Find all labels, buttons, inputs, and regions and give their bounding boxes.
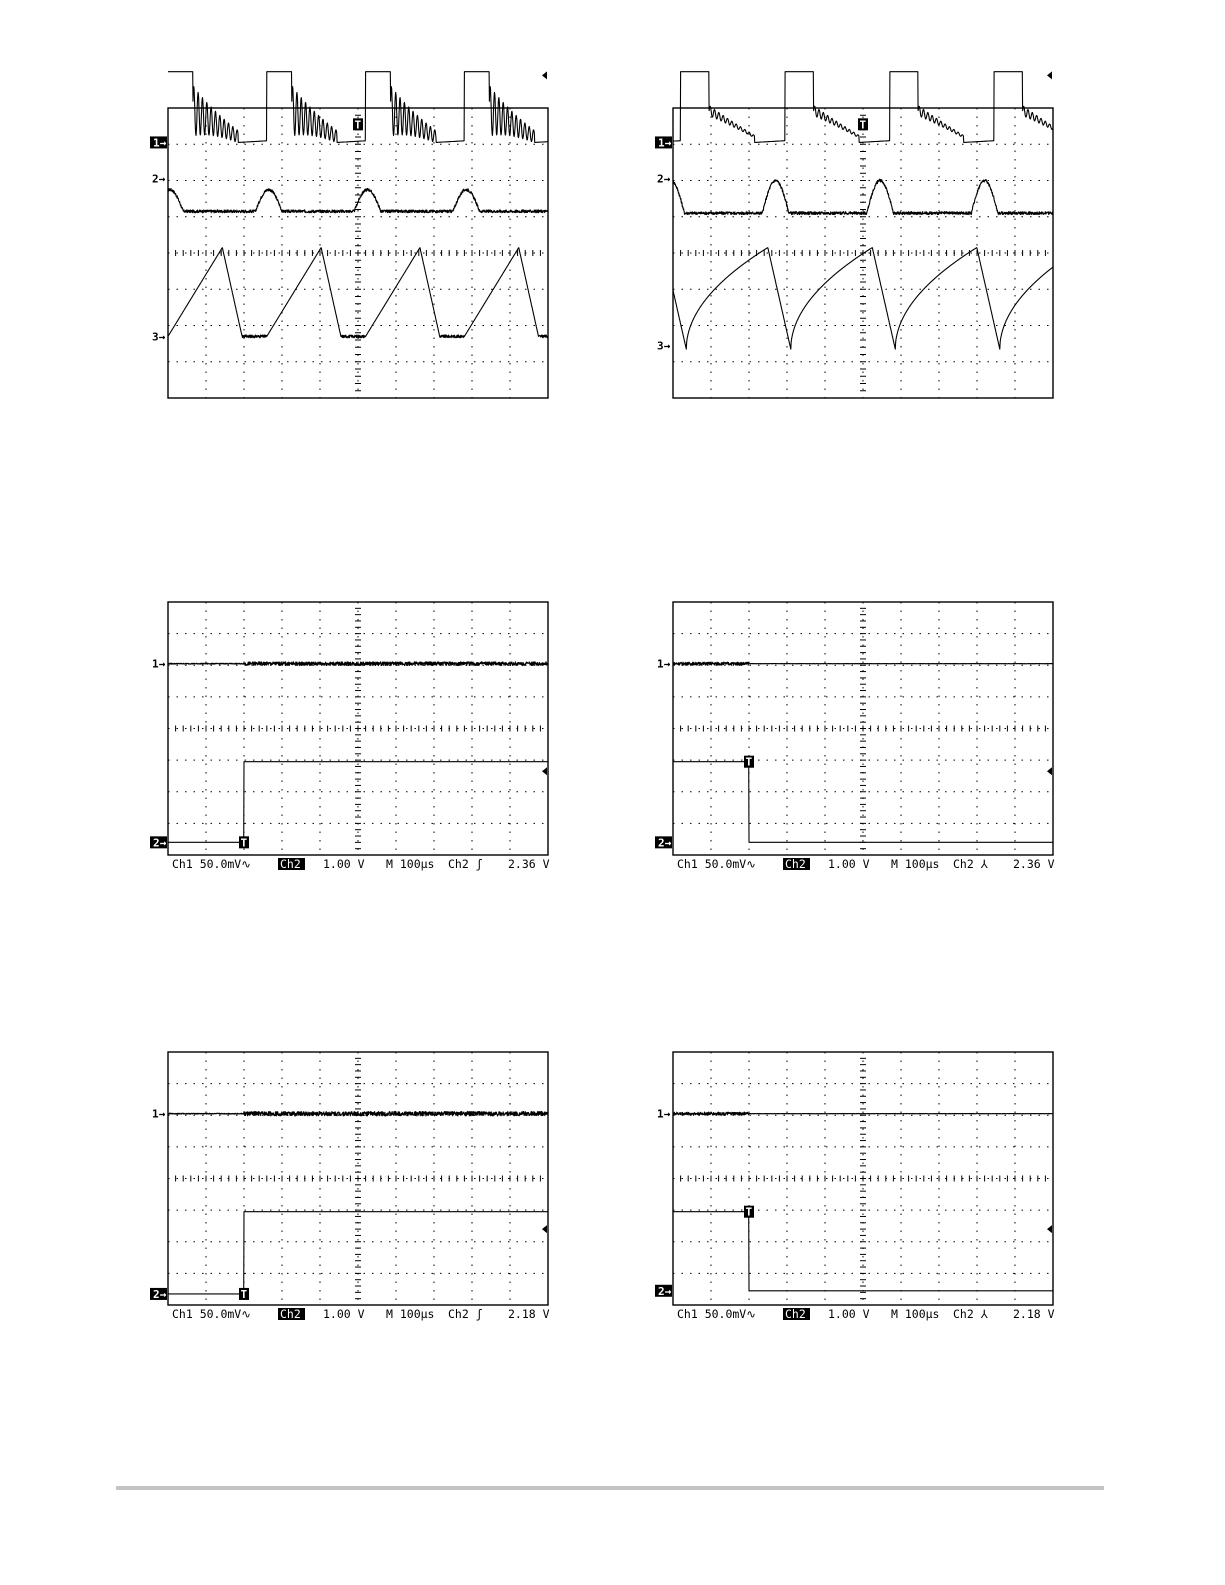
channel-marker-2 (655, 1285, 672, 1298)
status-ch2-label: Ch2 (280, 1307, 301, 1321)
trigger-marker (239, 1288, 249, 1301)
scope-plot-6 (625, 1040, 1065, 1330)
scope-plot-2 (625, 96, 1065, 408)
trigger-level-arrow (542, 767, 547, 775)
status-ch1: Ch1 50.0mV∿ (677, 857, 756, 871)
status-bar (172, 857, 550, 871)
scope-svg (625, 590, 1065, 880)
status-ch2-scale: 1.00 V (828, 857, 870, 871)
status-ch2-label: Ch2 (785, 1307, 806, 1321)
trace-ch2 (168, 762, 548, 843)
svg-text:T: T (240, 1287, 248, 1301)
status-trigger: Ch2 ⅄ (953, 857, 988, 871)
trace-ch3 (673, 248, 1053, 350)
status-timebase: M 100μs (891, 857, 940, 871)
svg-text:T: T (354, 118, 362, 132)
trigger-marker (353, 118, 363, 131)
status-ch1: Ch1 50.0mV∿ (677, 1307, 756, 1321)
status-timebase: M 100μs (386, 857, 435, 871)
scope-plot-3 (120, 590, 560, 880)
trace-ch1 (168, 72, 548, 143)
scope-svg (120, 1040, 560, 1330)
svg-text:1→: 1→ (657, 657, 671, 671)
trigger-marker (858, 118, 868, 131)
trace-ch2 (673, 762, 1053, 843)
trace-ch2 (673, 1212, 1053, 1291)
svg-text:3→: 3→ (657, 339, 671, 353)
channel-marker-1 (150, 136, 167, 149)
status-trigger-level: 2.36 V (1013, 857, 1055, 871)
svg-text:1→: 1→ (152, 1107, 166, 1121)
svg-text:2→: 2→ (658, 836, 672, 850)
svg-text:2→: 2→ (153, 836, 167, 850)
channel-marker-3 (152, 330, 166, 343)
status-trigger: Ch2 ʃ (448, 1307, 483, 1321)
status-bar (172, 1307, 550, 1321)
trigger-marker (239, 836, 249, 849)
svg-text:1→: 1→ (658, 136, 672, 150)
svg-text:T: T (240, 836, 248, 850)
status-ch2-scale: 1.00 V (323, 1307, 365, 1321)
trigger-marker (744, 1206, 754, 1219)
scope-svg (120, 590, 560, 880)
status-ch2-label: Ch2 (785, 857, 806, 871)
scope-plot-5 (120, 1040, 560, 1330)
status-timebase: M 100μs (386, 1307, 435, 1321)
svg-text:2→: 2→ (152, 172, 166, 186)
svg-text:1→: 1→ (657, 1107, 671, 1121)
status-ch1: Ch1 50.0mV∿ (172, 857, 251, 871)
status-trigger-level: 2.18 V (508, 1307, 550, 1321)
trigger-marker (744, 756, 754, 769)
channel-marker-2 (655, 836, 672, 849)
status-trigger: Ch2 ʃ (448, 857, 483, 871)
channel-marker-2 (150, 1288, 167, 1301)
status-bar (677, 857, 1055, 871)
channel-marker-1 (657, 1108, 671, 1121)
channel-marker-1 (655, 136, 672, 149)
scope-plot-1 (120, 96, 560, 408)
svg-text:T: T (745, 755, 753, 769)
channel-marker-2 (150, 836, 167, 849)
trigger-level-arrow (542, 71, 547, 79)
trigger-level-arrow (542, 1225, 547, 1233)
channel-marker-3 (657, 339, 671, 352)
status-trigger: Ch2 ⅄ (953, 1307, 988, 1321)
status-trigger-level: 2.36 V (508, 857, 550, 871)
svg-text:1→: 1→ (153, 136, 167, 150)
svg-text:2→: 2→ (658, 1284, 672, 1298)
svg-text:3→: 3→ (152, 330, 166, 344)
channel-marker-1 (152, 1108, 166, 1121)
trigger-level-arrow (1047, 1225, 1052, 1233)
trace-ch1 (168, 1112, 548, 1116)
trace-ch1 (673, 72, 1053, 143)
status-timebase: M 100μs (891, 1307, 940, 1321)
status-ch1: Ch1 50.0mV∿ (172, 1307, 251, 1321)
trigger-level-arrow (1047, 71, 1052, 79)
svg-text:2→: 2→ (657, 172, 671, 186)
svg-text:2→: 2→ (153, 1287, 167, 1301)
channel-marker-2 (152, 173, 166, 186)
channel-marker-1 (152, 658, 166, 671)
svg-text:T: T (859, 118, 867, 132)
trace-ch1 (168, 662, 548, 666)
status-ch2-scale: 1.00 V (323, 857, 365, 871)
svg-text:T: T (745, 1205, 753, 1219)
svg-text:1→: 1→ (152, 657, 166, 671)
scope-svg (625, 96, 1065, 408)
trigger-level-arrow (1047, 767, 1052, 775)
status-ch2-scale: 1.00 V (828, 1307, 870, 1321)
scope-svg (625, 1040, 1065, 1330)
channel-marker-2 (657, 173, 671, 186)
scope-plot-4 (625, 590, 1065, 880)
footer-rule (116, 1486, 1104, 1490)
scope-svg (120, 96, 560, 408)
channel-marker-1 (657, 658, 671, 671)
status-trigger-level: 2.18 V (1013, 1307, 1055, 1321)
status-bar (677, 1307, 1055, 1321)
status-ch2-label: Ch2 (280, 857, 301, 871)
